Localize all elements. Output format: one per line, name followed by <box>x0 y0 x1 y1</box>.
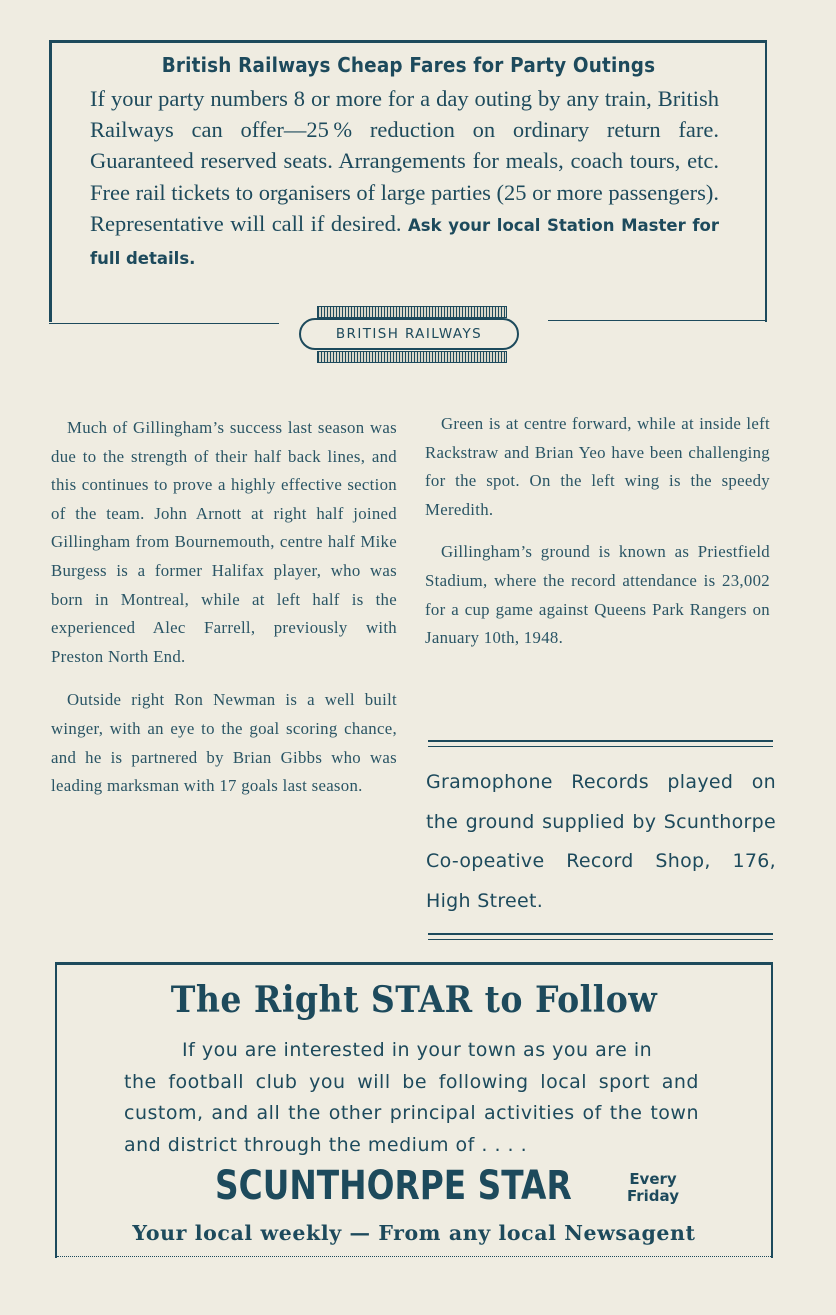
article-left-column <box>51 414 397 801</box>
frequency-line-1: Every <box>629 1170 677 1188</box>
british-railways-logo <box>297 306 525 364</box>
logo-text: BRITISH RAILWAYS <box>299 318 519 350</box>
star-advert-body <box>124 1035 699 1161</box>
star-advert-title: The Right STAR to Follow <box>170 979 658 1021</box>
gramophone-notice: Gramophone Records played on the ground supplied by Scunthorpe Co-opeative Record Shop, 176, High Street. <box>426 771 776 912</box>
railways-advert-box <box>49 40 767 322</box>
star-advert-box <box>55 962 773 1258</box>
gramophone-rule-top <box>428 740 773 747</box>
star-box-bottom-rule <box>57 1256 771 1257</box>
star-advert-first-line: If you are interested in your town as you are in <box>182 1039 653 1061</box>
divider-left <box>49 323 279 324</box>
logo-bar-bottom <box>317 351 507 363</box>
article-paragraph: Green is at centre forward, while at inside left Rackstraw and Brian Yeo have been challenging for the spot. On the left wing is the speedy Meredith. <box>425 414 770 519</box>
frequency-line-2: Friday <box>626 1187 679 1205</box>
railways-advert-cta: Ask your local Station Master for full details. <box>90 215 719 269</box>
publication-frequency <box>618 1171 688 1205</box>
railways-advert-title: British Railways Cheap Fares for Party Outings <box>161 53 656 77</box>
logo-bar-top <box>317 306 507 318</box>
article-paragraph: Outside right Ron Newman is a well built winger, with an eye to the goal scoring chance, and he is partnered by Brian Gibbs who was leading marksman with 17 goals last season. <box>51 690 397 796</box>
article-paragraph: Gillingham’s ground is known as Priestfield Stadium, where the record attendance is 23,002 for a cup game against Queens Park Rangers on January 10th, 1948. <box>425 542 770 648</box>
star-advert-footer: Your local weekly — From any local Newsagent <box>132 1221 696 1245</box>
divider-right <box>548 320 766 321</box>
railways-advert-body <box>90 83 719 274</box>
gramophone-rule-bottom <box>428 933 773 940</box>
star-advert-text: the football club you will be following local sport and custom, and all the other principal activities of the town and district through the medium of . . . . <box>124 1070 699 1156</box>
newspaper-name: SCUNTHORPE STAR <box>215 1163 572 1209</box>
article-right-column <box>425 410 770 653</box>
article-paragraph: Much of Gillingham’s success last season was due to the strength of their half back lines, and this continues to prove a highly effective section of the team. John Arnott at right half joined Gillingham from Bournemouth, centre half Mike Burgess is a former Halifax player, who was born in Montreal, while at left half is the experienced Alec Farrell, previously with Preston North End. <box>51 418 397 666</box>
railways-advert-text: If your party numbers 8 or more for a day outing by any train, British Railways can offer—25 % reduction on ordinary return fare. Guaranteed reserved seats. Arrangements for meals, coach tours, etc. Free rail tickets to organisers of large parties (25 or more passengers). Representative will call if desired. <box>90 86 719 236</box>
